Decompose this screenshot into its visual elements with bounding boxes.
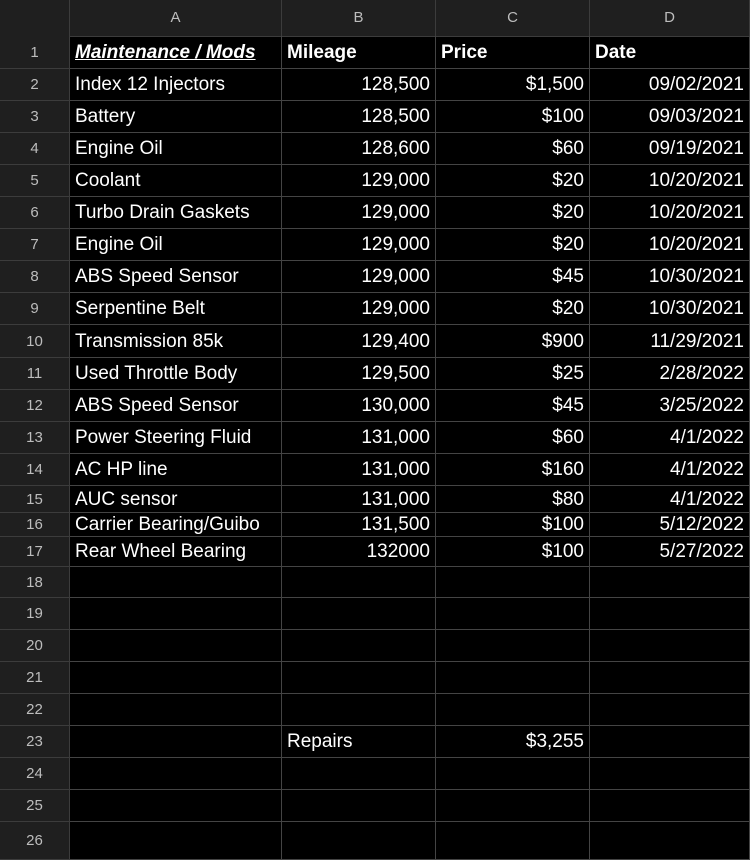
cell-b[interactable] <box>282 822 436 860</box>
row-header[interactable]: 6 <box>0 197 70 229</box>
cell-a[interactable]: Transmission 85k <box>70 325 282 358</box>
row-header[interactable]: 5 <box>0 165 70 197</box>
cell-c[interactable] <box>436 790 590 822</box>
row-header[interactable]: 7 <box>0 229 70 261</box>
cell-c[interactable]: $900 <box>436 325 590 358</box>
cell-c[interactable]: $60 <box>436 133 590 165</box>
cell-c[interactable]: $25 <box>436 358 590 390</box>
cell-a[interactable] <box>70 726 282 758</box>
cell-d[interactable]: 2/28/2022 <box>590 358 750 390</box>
cell-d[interactable] <box>590 758 750 790</box>
cell-d[interactable]: 3/25/2022 <box>590 390 750 422</box>
cell-b[interactable]: 128,600 <box>282 133 436 165</box>
cell-b[interactable]: 131,500 <box>282 513 436 537</box>
cell-b[interactable]: 129,000 <box>282 293 436 325</box>
cell-d[interactable] <box>590 598 750 630</box>
row-header[interactable]: 2 <box>0 69 70 101</box>
row-header[interactable]: 8 <box>0 261 70 293</box>
cell-a[interactable]: AC HP line <box>70 454 282 486</box>
row-header[interactable]: 9 <box>0 293 70 325</box>
column-header-a[interactable]: A <box>70 0 282 36</box>
row-header[interactable]: 13 <box>0 422 70 454</box>
cell-d[interactable]: 10/20/2021 <box>590 165 750 197</box>
cell-c[interactable] <box>436 694 590 726</box>
cell-c[interactable]: $1,500 <box>436 69 590 101</box>
cell-d[interactable] <box>590 726 750 758</box>
cell-c[interactable]: $45 <box>436 261 590 293</box>
row-header[interactable]: 21 <box>0 662 70 694</box>
cell-b[interactable]: 132000 <box>282 537 436 567</box>
cell-d[interactable]: 4/1/2022 <box>590 422 750 454</box>
cell-c[interactable]: $100 <box>436 101 590 133</box>
cell-a[interactable] <box>70 662 282 694</box>
cell-b[interactable]: 129,500 <box>282 358 436 390</box>
header-cell-a[interactable]: Maintenance / Mods <box>70 36 282 69</box>
row-header[interactable]: 16 <box>0 513 70 537</box>
cell-d[interactable]: 10/20/2021 <box>590 197 750 229</box>
cell-d[interactable] <box>590 790 750 822</box>
cell-d[interactable]: 4/1/2022 <box>590 454 750 486</box>
cell-a[interactable]: ABS Speed Sensor <box>70 390 282 422</box>
cell-a[interactable] <box>70 758 282 790</box>
row-header[interactable]: 14 <box>0 454 70 486</box>
row-header[interactable]: 18 <box>0 567 70 598</box>
row-header[interactable]: 23 <box>0 726 70 758</box>
cell-c[interactable]: $20 <box>436 229 590 261</box>
row-header[interactable]: 19 <box>0 598 70 630</box>
row-header[interactable]: 15 <box>0 486 70 513</box>
cell-a[interactable]: AUC sensor <box>70 486 282 513</box>
header-cell-c[interactable]: Price <box>436 36 590 69</box>
cell-a[interactable]: Power Steering Fluid <box>70 422 282 454</box>
cell-d[interactable] <box>590 662 750 694</box>
cell-c[interactable]: $3,255 <box>436 726 590 758</box>
row-header[interactable]: 12 <box>0 390 70 422</box>
cell-b[interactable] <box>282 790 436 822</box>
cell-d[interactable]: 5/27/2022 <box>590 537 750 567</box>
cell-a[interactable]: Used Throttle Body <box>70 358 282 390</box>
cell-a[interactable] <box>70 694 282 726</box>
row-header[interactable]: 4 <box>0 133 70 165</box>
cell-b[interactable] <box>282 694 436 726</box>
column-header-b[interactable]: B <box>282 0 436 36</box>
cell-b[interactable] <box>282 567 436 598</box>
cell-b[interactable]: 129,000 <box>282 229 436 261</box>
cell-d[interactable] <box>590 630 750 662</box>
row-header[interactable]: 25 <box>0 790 70 822</box>
cell-a[interactable] <box>70 790 282 822</box>
cell-b[interactable] <box>282 598 436 630</box>
row-header[interactable]: 22 <box>0 694 70 726</box>
cell-c[interactable] <box>436 598 590 630</box>
select-all-corner[interactable] <box>0 0 70 36</box>
column-header-bar <box>0 0 750 37</box>
cell-a[interactable] <box>70 567 282 598</box>
cell-b[interactable]: 128,500 <box>282 101 436 133</box>
cell-c[interactable]: $20 <box>436 293 590 325</box>
cell-b[interactable]: 131,000 <box>282 454 436 486</box>
row-header[interactable]: 10 <box>0 325 70 358</box>
cell-c[interactable]: $80 <box>436 486 590 513</box>
cell-c[interactable]: $20 <box>436 165 590 197</box>
row-header[interactable]: 24 <box>0 758 70 790</box>
cell-b[interactable] <box>282 630 436 662</box>
header-cell-d[interactable]: Date <box>590 36 750 69</box>
cell-a[interactable]: Turbo Drain Gaskets <box>70 197 282 229</box>
cell-c[interactable] <box>436 758 590 790</box>
cell-a[interactable]: Carrier Bearing/Guibo <box>70 513 282 537</box>
cell-c[interactable] <box>436 630 590 662</box>
cell-a[interactable]: Battery <box>70 101 282 133</box>
cell-d[interactable] <box>590 567 750 598</box>
row-header[interactable]: 17 <box>0 537 70 567</box>
cell-a[interactable] <box>70 822 282 860</box>
cell-a[interactable] <box>70 598 282 630</box>
cell-c[interactable] <box>436 662 590 694</box>
cell-a[interactable]: Engine Oil <box>70 229 282 261</box>
cell-a[interactable] <box>70 630 282 662</box>
cell-d[interactable]: 11/29/2021 <box>590 325 750 358</box>
cell-d[interactable]: 5/12/2022 <box>590 513 750 537</box>
column-header-d[interactable]: D <box>590 0 750 36</box>
cell-c[interactable] <box>436 567 590 598</box>
row-header[interactable]: 3 <box>0 101 70 133</box>
cell-b[interactable] <box>282 758 436 790</box>
cell-b[interactable] <box>282 662 436 694</box>
cell-a[interactable]: ABS Speed Sensor <box>70 261 282 293</box>
cell-b[interactable]: 129,000 <box>282 165 436 197</box>
cell-c[interactable] <box>436 822 590 860</box>
cell-b[interactable]: 128,500 <box>282 69 436 101</box>
cell-b[interactable]: 129,000 <box>282 197 436 229</box>
cell-c[interactable]: $100 <box>436 513 590 537</box>
cell-b[interactable]: 129,000 <box>282 261 436 293</box>
cell-d[interactable]: 09/19/2021 <box>590 133 750 165</box>
cell-a[interactable]: Serpentine Belt <box>70 293 282 325</box>
cell-c[interactable]: $60 <box>436 422 590 454</box>
cell-b[interactable]: Repairs <box>282 726 436 758</box>
cell-c[interactable]: $45 <box>436 390 590 422</box>
cell-d[interactable] <box>590 694 750 726</box>
cell-d[interactable]: 4/1/2022 <box>590 486 750 513</box>
row-header[interactable]: 26 <box>0 822 70 860</box>
cell-a[interactable]: Rear Wheel Bearing <box>70 537 282 567</box>
cell-d[interactable]: 10/20/2021 <box>590 229 750 261</box>
row-header[interactable]: 1 <box>0 36 70 69</box>
cell-d[interactable]: 09/02/2021 <box>590 69 750 101</box>
column-header-c[interactable]: C <box>436 0 590 36</box>
cell-a[interactable]: Engine Oil <box>70 133 282 165</box>
row-header[interactable]: 20 <box>0 630 70 662</box>
cell-a[interactable]: Index 12 Injectors <box>70 69 282 101</box>
cell-b[interactable]: 131,000 <box>282 422 436 454</box>
cell-d[interactable]: 10/30/2021 <box>590 293 750 325</box>
cell-c[interactable]: $100 <box>436 537 590 567</box>
cell-d[interactable] <box>590 822 750 860</box>
cell-b[interactable]: 129,400 <box>282 325 436 358</box>
cell-a[interactable]: Coolant <box>70 165 282 197</box>
cell-b[interactable]: 130,000 <box>282 390 436 422</box>
header-cell-b[interactable]: Mileage <box>282 36 436 69</box>
row-header[interactable]: 11 <box>0 358 70 390</box>
cell-d[interactable]: 09/03/2021 <box>590 101 750 133</box>
cell-c[interactable]: $20 <box>436 197 590 229</box>
cell-b[interactable]: 131,000 <box>282 486 436 513</box>
cell-d[interactable]: 10/30/2021 <box>590 261 750 293</box>
cell-c[interactable]: $160 <box>436 454 590 486</box>
